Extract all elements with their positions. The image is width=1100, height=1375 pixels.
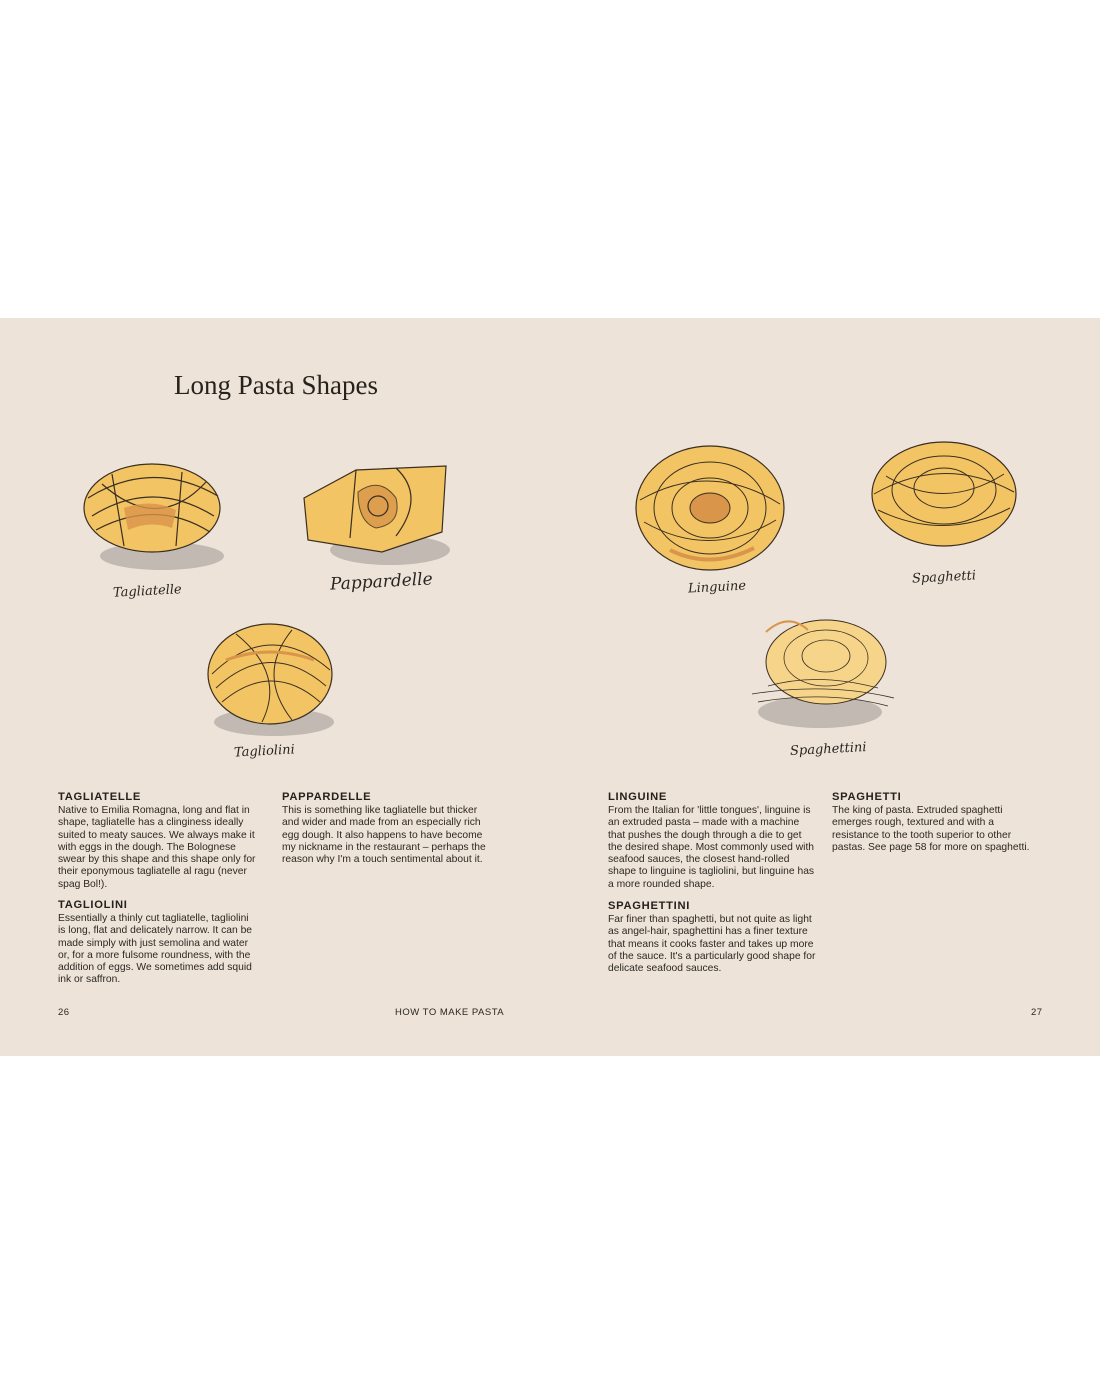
page-number-left: 26 [58,1007,70,1018]
pappardelle-caption: Pappardelle [329,569,434,595]
entry-spaghettini [608,900,816,975]
book-spread [0,318,1100,1056]
entry-body: From the Italian for 'little tongues', linguine is an extruded pasta – made with a machine that pushes the dough through a die to get the desired shape. Most commonly used with seafood sauces, the closest hand-rolled shape to linguine is tagliolini, but linguine has a more rounded shape. [608,805,815,890]
entry-body: This is something like tagliatelle but thicker and wider and made from an especially rich egg dough. It also happens to have become my nickname in the restaurant – perhaps the reason why I'm a touch sentimental about it. [282,805,486,866]
entry-body: Native to Emilia Romagna, long and flat in shape, tagliatelle has a clinginess ideally suited to meaty sauces. We always make it with eggs in the dough. The Bolognese swear by this shape and this shape only for their eponymous tagliatelle al ragu (never spag Bol!). [58,805,256,890]
linguine-caption: Linguine [687,578,747,597]
entry-spaghetti [832,791,1036,854]
entry-heading: PAPPARDELLE [282,791,372,803]
entry-heading: SPAGHETTI [832,791,902,803]
spaghettini-caption: Spaghettini [789,740,867,759]
page-number-right: 27 [1031,1007,1043,1018]
tagliatelle-caption: Tagliatelle [112,582,183,601]
spaghetti-illustration [866,432,1026,556]
spaghetti-caption: Spaghetti [911,568,977,587]
entry-heading: SPAGHETTINI [608,900,691,912]
entry-heading: TAGLIOLINI [58,899,128,911]
linguine-illustration [630,430,790,580]
entry-heading: LINGUINE [608,791,668,803]
tagliolini-illustration [196,604,346,744]
page-title: Long Pasta Shapes [174,370,378,400]
entry-tagliatelle [58,791,258,891]
entry-body: Far finer than spaghetti, but not quite as light as angel-hair, spaghettini has a finer texture that means it cooks faster and takes up more of the sauce. It's a particularly good shape for delicate seafood sauces. [608,914,816,975]
spaghettini-illustration [748,602,898,736]
entry-body: Essentially a thinly cut tagliatelle, tagliolini is long, flat and delicately narrow. It can be made simply with just semolina and water or, for a more fulsome roundness, with the addition of eggs. We sometimes add squid ink or saffron. [58,913,253,986]
running-title: HOW TO MAKE PASTA [395,1007,505,1018]
entry-heading: TAGLIATELLE [58,791,142,803]
tagliatelle-illustration [72,438,232,578]
entry-tagliolini [58,899,258,987]
entry-linguine [608,791,816,891]
entry-body: The king of pasta. Extruded spaghetti emerges rough, textured and with a resistance to the tooth superior to other pastas. See page 58 for more on spaghetti. [832,805,1030,853]
pappardelle-illustration [296,436,456,576]
entry-pappardelle [282,791,492,866]
tagliolini-caption: Tagliolini [233,742,296,761]
